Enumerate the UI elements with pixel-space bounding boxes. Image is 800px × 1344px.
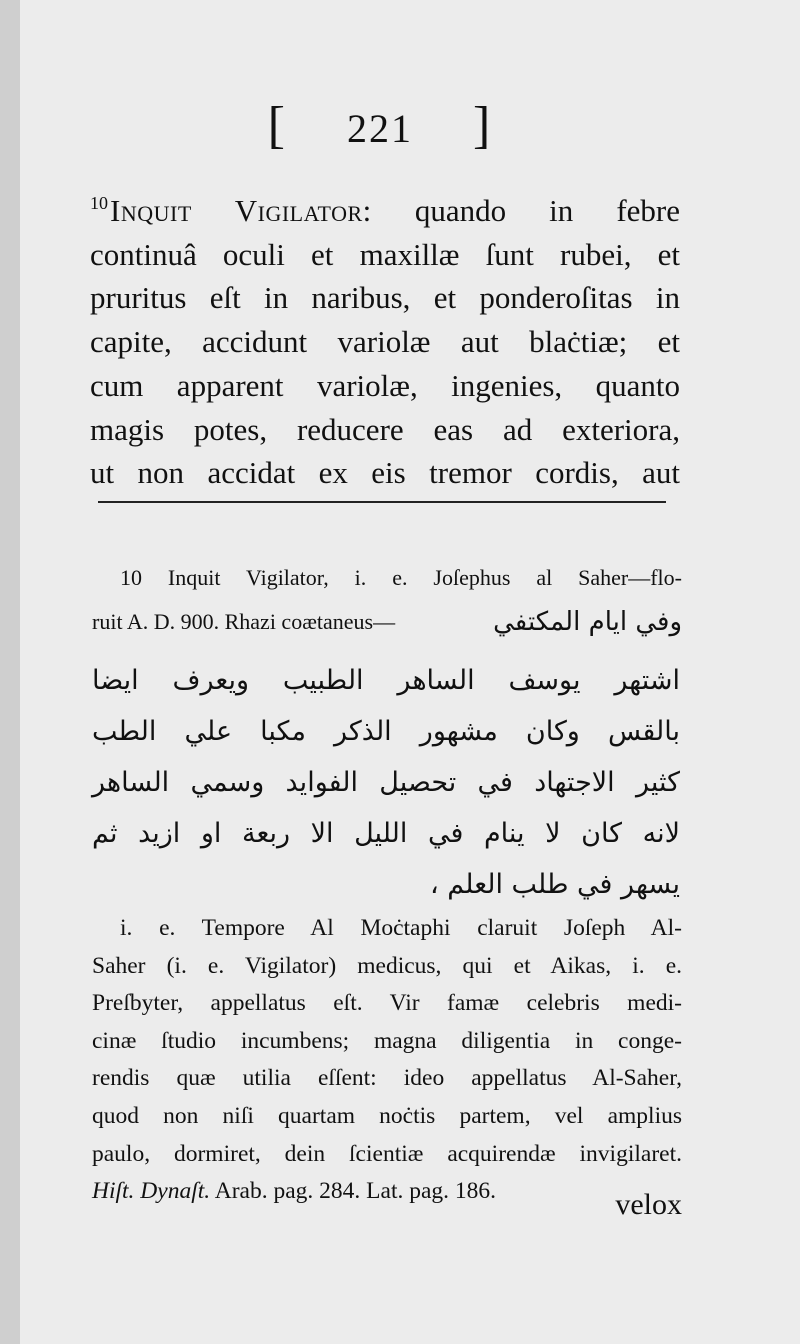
close-bracket: ] bbox=[473, 97, 493, 154]
footnote-marker: 10 bbox=[90, 193, 108, 213]
main-line-7: ut non accidat ex eis tremor cordis, aut bbox=[90, 455, 680, 491]
citation-line bbox=[92, 1173, 682, 1211]
page-number: 221 bbox=[347, 106, 413, 151]
arabic-line-5: يسهر في طلب العلم ، bbox=[429, 869, 680, 900]
main-line-1 bbox=[90, 182, 680, 233]
footnote-line-2-arabic: وفي ايام المكتفي bbox=[493, 607, 682, 637]
arabic-quotation bbox=[92, 655, 680, 910]
arabic-line-4: لانه كان لا ينام في الليل الا ربعة او ازيد ثم bbox=[92, 818, 680, 849]
latin-translation bbox=[92, 910, 682, 1211]
main-line-text: quando in febre bbox=[414, 193, 680, 228]
arabic-line-2: بالقس وكان مشهور الذكر مكبا علي الطب bbox=[92, 716, 680, 747]
translation-line-7: paulo, dormiret, dein ſcientiæ acquirendæ invigilaret. bbox=[92, 1140, 682, 1167]
main-paragraph bbox=[90, 182, 680, 495]
open-bracket: [ bbox=[267, 97, 287, 154]
main-line-3: pruritus eſt in naribus, et ponderoſitas in bbox=[90, 280, 680, 316]
footnote-divider-rule bbox=[98, 501, 666, 503]
translation-line-2: Saher (i. e. Vigilator) medicus, qui et Aikas, i. e. bbox=[92, 952, 682, 979]
footnote-line-1: 10 Inquit Vigilator, i. e. Joſephus al Saher—flo- bbox=[120, 565, 682, 590]
main-line-4: capite, accidunt variolæ aut blaċtiæ; et bbox=[90, 324, 680, 360]
page-header bbox=[0, 96, 760, 155]
translation-line-6: quod non niſi quartam noċtis partem, vel amplius bbox=[92, 1102, 682, 1129]
main-line-6: magis potes, reducere eas ad exteriora, bbox=[90, 411, 680, 447]
footnote-line-2 bbox=[92, 604, 682, 640]
catchword: velox bbox=[615, 1188, 682, 1221]
translation-line-3: Preſbyter, appellatus eſt. Vir famæ celebris medi- bbox=[92, 990, 682, 1017]
heading-inquit-vigilator: Inquit Vigilator: bbox=[110, 193, 372, 228]
translation-line-5: rendis quæ utilia eſſent: ideo appellatus Al-Saher, bbox=[92, 1065, 682, 1092]
arabic-line-1: اشتهر يوسف الساهر الطبيب ويعرف ايضا bbox=[92, 665, 680, 696]
main-line-2: continuâ oculi et maxillæ ſunt rubei, et bbox=[90, 236, 680, 272]
citation-italic: Hiſt. Dynaſt. bbox=[92, 1178, 211, 1205]
translation-line-1: i. e. Tempore Al Moċtaphi claruit Joſeph Al- bbox=[120, 915, 682, 941]
translation-line-4: cinæ ſtudio incumbens; magna diligentia in conge- bbox=[92, 1027, 682, 1054]
citation-rest: Arab. pag. 284. Lat. pag. 186. bbox=[214, 1178, 497, 1205]
arabic-line-3: كثير الاجتهاد في تحصيل الفوايد وسمي الساهر bbox=[92, 767, 680, 798]
main-line-5: cum apparent variolæ, ingenies, quanto bbox=[90, 367, 680, 403]
page-gutter-edge bbox=[0, 0, 20, 1344]
footnote-line-2-latin: ruit A. D. 900. Rhazi coætaneus— bbox=[92, 609, 396, 634]
